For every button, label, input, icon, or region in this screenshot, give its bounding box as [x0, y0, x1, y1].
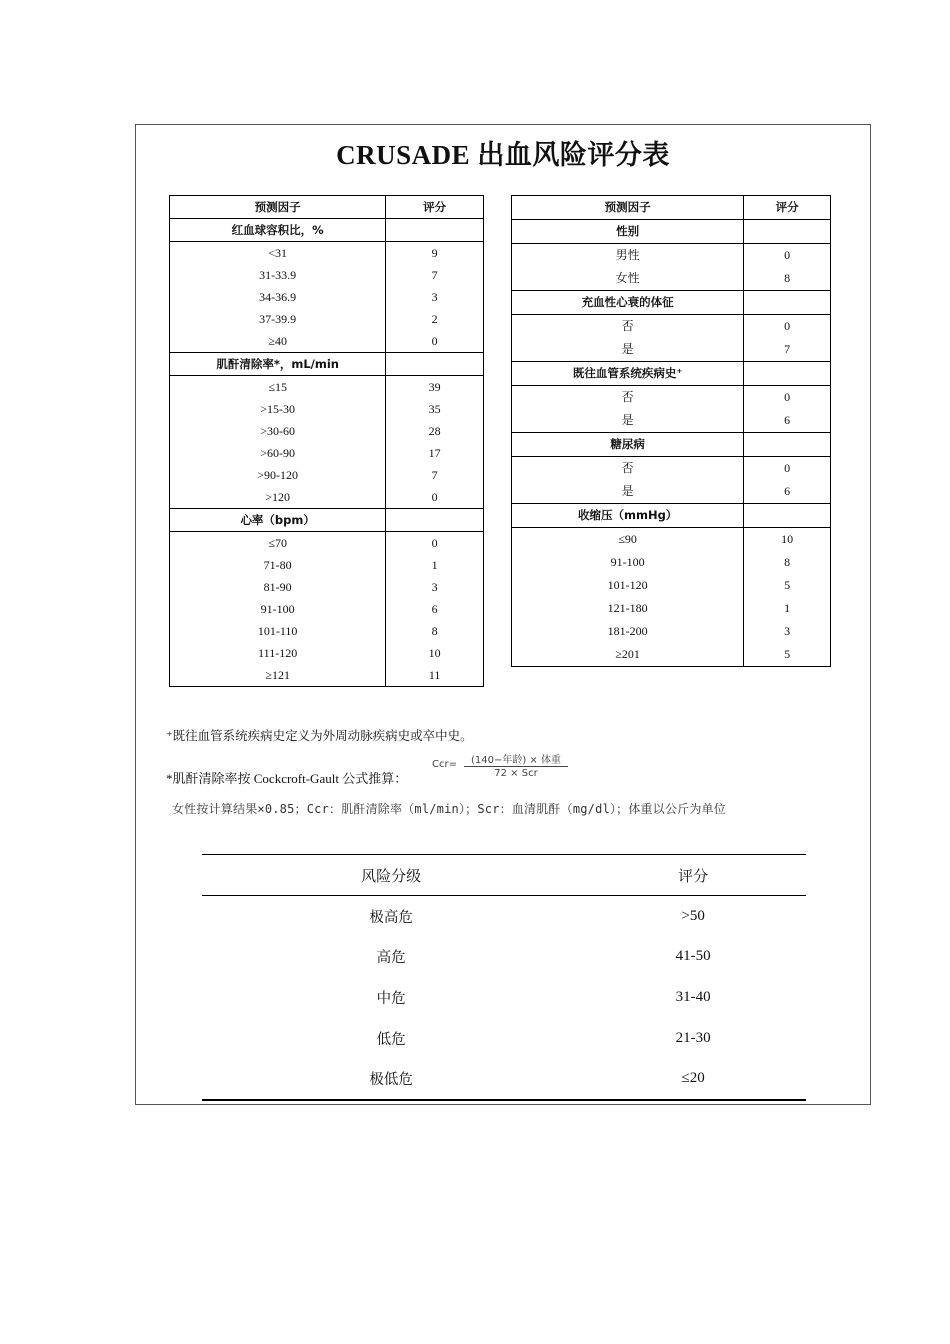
factor-value: 是: [512, 338, 744, 362]
risk-score: ≤20: [580, 1058, 806, 1100]
score-value: 17: [386, 442, 484, 464]
score-value: 2: [386, 308, 484, 330]
formula-denominator: 72 × Scr: [494, 768, 538, 779]
table-row: [170, 330, 484, 353]
table-row: [170, 242, 484, 265]
score-value: 8: [744, 551, 831, 574]
score-value: 8: [386, 620, 484, 642]
section-score-cell: [744, 504, 831, 528]
score-value: 39: [386, 376, 484, 399]
table-row: [512, 409, 831, 433]
section-row: [170, 353, 484, 376]
factor-value: 91-100: [170, 598, 386, 620]
table-row: [512, 244, 831, 268]
section-label: 收缩压（mmHg）: [512, 504, 744, 528]
female-adjustment-note: 女性按计算结果×0.85；Ccr：肌酐清除率（ml/min）；Scr：血清肌酐（mg/dl）；体重以公斤为单位: [172, 802, 726, 816]
factor-value: >120: [170, 486, 386, 509]
factor-value: 71-80: [170, 554, 386, 576]
score-header: 评分: [744, 196, 831, 220]
factor-value: 男性: [512, 244, 744, 268]
right-score-table: [511, 195, 831, 667]
risk-level: 高危: [376, 950, 406, 967]
risk-level: 极低危: [202, 1058, 580, 1100]
factor-value: 81-90: [170, 576, 386, 598]
factor-value: >15-30: [170, 398, 386, 420]
table-row: [170, 642, 484, 664]
risk-level: 低危: [376, 1031, 406, 1048]
section-row: [170, 509, 484, 532]
risk-score: 31-40: [675, 988, 711, 1005]
factor-value: 181-200: [512, 620, 744, 643]
page-title: CRUSADE 出血风险评分表: [336, 140, 670, 170]
ccr-formula: [432, 749, 572, 783]
factor-value: 121-180: [512, 597, 744, 620]
score-value: 9: [386, 242, 484, 265]
formula-numerator: (140−年龄) × 体重: [470, 755, 561, 766]
risk-table-body: [202, 896, 806, 1100]
factor-value: ≤70: [170, 532, 386, 555]
factor-value: >60-90: [170, 442, 386, 464]
ccr-footnote: *肌酐清除率按 Cockcroft-Gault 公式推算：: [166, 771, 408, 786]
factor-value: ≤90: [512, 528, 744, 552]
table-row: [170, 576, 484, 598]
factor-value: 是: [512, 480, 744, 504]
score-value: 7: [386, 464, 484, 486]
document-frame: [135, 124, 871, 1105]
factor-value: <31: [170, 242, 386, 265]
score-value: 10: [744, 528, 831, 552]
score-value: 8: [744, 267, 831, 291]
score-value: 6: [744, 480, 831, 504]
score-value: 0: [386, 532, 484, 555]
table-row: [170, 664, 484, 687]
table-row: [170, 420, 484, 442]
factor-header: 预测因子: [512, 196, 744, 220]
table-row: [170, 376, 484, 399]
right-score-table-body: [512, 196, 831, 667]
factor-value: 31-33.9: [170, 264, 386, 286]
score-value: 6: [386, 598, 484, 620]
score-value: 0: [744, 457, 831, 481]
table-row: [170, 264, 484, 286]
factor-value: >90-120: [170, 464, 386, 486]
score-value: 3: [386, 286, 484, 308]
factor-value: 111-120: [170, 642, 386, 664]
factor-value: 否: [512, 315, 744, 339]
table-row: [512, 267, 831, 291]
table-row: [512, 315, 831, 339]
section-label: 肌酐清除率*，mL/min: [170, 353, 386, 376]
factor-value: 91-100: [512, 551, 744, 574]
table-row: [512, 643, 831, 667]
table-row: [512, 480, 831, 504]
table-row: [170, 286, 484, 308]
table-row: [512, 528, 831, 552]
score-value: 5: [744, 643, 831, 667]
section-row: [512, 291, 831, 315]
formula-lhs: Ccr=: [432, 759, 457, 770]
risk-score: 21-30: [675, 1029, 711, 1046]
section-score-cell: [386, 509, 484, 532]
section-label: 性别: [512, 220, 744, 244]
section-score-cell: [744, 291, 831, 315]
table-row: [170, 486, 484, 509]
section-row: [512, 362, 831, 386]
table-row: [170, 620, 484, 642]
factor-value: 否: [512, 386, 744, 410]
table-row: [512, 597, 831, 620]
table-row: [170, 554, 484, 576]
section-score-cell: [744, 362, 831, 386]
section-row: [512, 433, 831, 457]
table-row: [512, 620, 831, 643]
factor-value: 101-120: [512, 574, 744, 597]
score-value: 0: [744, 315, 831, 339]
vascular-footnote: ⁺既往血管系统疾病史定义为外周动脉疾病史或卒中史。: [166, 729, 473, 743]
score-value: 7: [744, 338, 831, 362]
section-score-cell: [386, 353, 484, 376]
score-value: 35: [386, 398, 484, 420]
score-value: 11: [386, 664, 484, 687]
factor-value: 34-36.9: [170, 286, 386, 308]
section-label: 红血球容积比，%: [170, 219, 386, 242]
section-label: 既往血管系统疾病史⁺: [512, 362, 744, 386]
factor-value: 37-39.9: [170, 308, 386, 330]
table-row: [512, 386, 831, 410]
factor-header: 预测因子: [170, 196, 386, 219]
table-row: [170, 532, 484, 555]
factor-value: ≥40: [170, 330, 386, 353]
section-score-cell: [386, 219, 484, 242]
risk-row: [202, 896, 806, 937]
risk-table-header: [202, 855, 806, 896]
risk-level: 极高危: [369, 909, 413, 926]
section-label: 心率（bpm）: [170, 509, 386, 532]
table-row: [512, 338, 831, 362]
factor-value: 女性: [512, 267, 744, 291]
formula-fraction-bar: [464, 766, 568, 767]
factor-value: >30-60: [170, 420, 386, 442]
score-header: 评分: [386, 196, 484, 219]
risk-level-header: 风险分级: [202, 855, 580, 896]
section-score-cell: [744, 433, 831, 457]
risk-level-table: [202, 854, 806, 1101]
table-row: [512, 551, 831, 574]
table-row: [512, 574, 831, 597]
risk-row: [202, 977, 806, 1018]
score-value: 7: [386, 264, 484, 286]
section-row: [170, 219, 484, 242]
score-value: 10: [386, 642, 484, 664]
score-value: 0: [386, 330, 484, 353]
table-row: [170, 398, 484, 420]
factor-value: ≥201: [512, 643, 744, 667]
table-row: [170, 598, 484, 620]
risk-score-header: 评分: [580, 855, 806, 896]
table-header-row: [512, 196, 831, 220]
score-value: 1: [386, 554, 484, 576]
table-row: [170, 308, 484, 330]
section-label: 糖尿病: [512, 433, 744, 457]
score-value: 5: [744, 574, 831, 597]
score-value: 6: [744, 409, 831, 433]
section-row: [512, 220, 831, 244]
score-value: 0: [744, 244, 831, 268]
risk-row: [202, 1018, 806, 1059]
table-header-row: [170, 196, 484, 219]
factor-value: 否: [512, 457, 744, 481]
score-value: 0: [744, 386, 831, 410]
factor-value: 101-110: [170, 620, 386, 642]
section-row: [512, 504, 831, 528]
table-row: [170, 442, 484, 464]
table-row: [512, 457, 831, 481]
left-score-table: [169, 195, 484, 687]
section-score-cell: [744, 220, 831, 244]
risk-row: [202, 937, 806, 978]
factor-value: ≤15: [170, 376, 386, 399]
risk-score: >50: [681, 907, 705, 924]
score-value: 3: [386, 576, 484, 598]
score-value: 3: [744, 620, 831, 643]
risk-level: 中危: [376, 990, 406, 1007]
score-value: 0: [386, 486, 484, 509]
score-value: 1: [744, 597, 831, 620]
score-value: 28: [386, 420, 484, 442]
risk-row: [202, 1058, 806, 1100]
factor-value: 是: [512, 409, 744, 433]
section-label: 充血性心衰的体征: [512, 291, 744, 315]
risk-score: 41-50: [675, 948, 711, 965]
left-score-table-body: [170, 196, 484, 687]
factor-value: ≥121: [170, 664, 386, 687]
table-row: [170, 464, 484, 486]
